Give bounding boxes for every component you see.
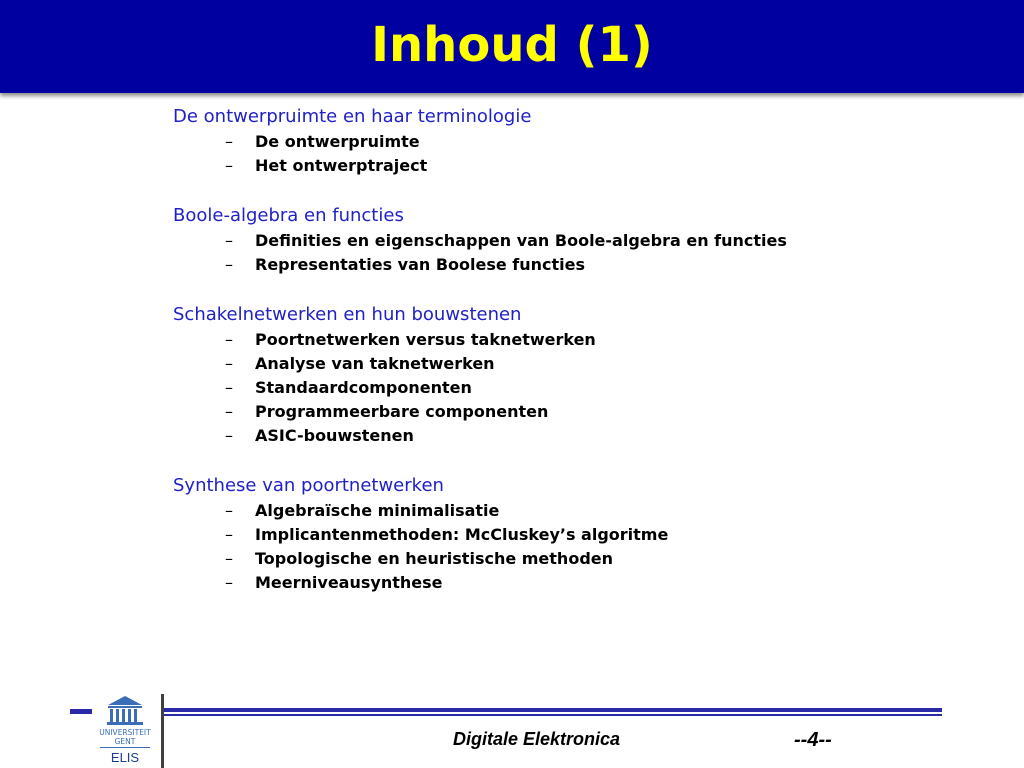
list-item <box>173 154 993 178</box>
list-item <box>173 523 993 547</box>
logo-gent-text: GENT <box>114 737 136 746</box>
footer-left-line <box>70 709 92 714</box>
section-items <box>173 499 993 595</box>
section-2 <box>173 203 993 277</box>
section-heading: Boole-algebra en functies <box>173 205 404 226</box>
list-item-text: Implicantenmethoden: McCluskey’s algoritme <box>255 525 669 544</box>
list-item <box>173 547 993 571</box>
list-item <box>173 328 993 352</box>
footer-line-thin <box>164 714 942 716</box>
ugent-logo <box>92 694 158 766</box>
section-items <box>173 130 993 178</box>
section-heading: Synthese van poortnetwerken <box>173 475 444 496</box>
building-icon <box>107 696 143 725</box>
logo-divider <box>100 747 150 748</box>
section-4 <box>173 473 993 595</box>
list-item <box>173 352 993 376</box>
list-item <box>173 229 993 253</box>
list-item-text: Programmeerbare componenten <box>255 402 549 421</box>
dash-bullet-icon: – <box>225 330 233 349</box>
list-item <box>173 130 993 154</box>
dash-bullet-icon: – <box>225 426 233 445</box>
list-item <box>173 376 993 400</box>
list-item <box>173 499 993 523</box>
list-item-text: Representaties van Boolese functies <box>255 255 586 274</box>
section-3 <box>173 302 993 448</box>
footer-line-thick <box>164 708 942 712</box>
footer-page-number: --4-- <box>794 729 832 751</box>
dash-bullet-icon: – <box>225 402 233 421</box>
list-item-text: ASIC-bouwstenen <box>255 426 414 445</box>
list-item-text: Algebraïsche minimalisatie <box>255 501 500 520</box>
list-item-text: Definities en eigenschappen van Boole-algebra en functies <box>255 231 787 250</box>
section-heading: De ontwerpruimte en haar terminologie <box>173 106 532 127</box>
section-items <box>173 229 993 277</box>
list-item-text: De ontwerpruimte <box>255 132 420 151</box>
list-item <box>173 253 993 277</box>
dash-bullet-icon: – <box>225 525 233 544</box>
list-item-text: Topologische en heuristische methoden <box>255 549 614 568</box>
section-items <box>173 328 993 448</box>
dash-bullet-icon: – <box>225 573 233 592</box>
dash-bullet-icon: – <box>225 255 233 274</box>
dash-bullet-icon: – <box>225 354 233 373</box>
list-item-text: Standaardcomponenten <box>255 378 472 397</box>
slide-content <box>173 104 993 620</box>
list-item <box>173 571 993 595</box>
dash-bullet-icon: – <box>225 156 233 175</box>
section-1 <box>173 104 993 178</box>
slide-title: Inhoud (1) <box>371 17 653 73</box>
dash-bullet-icon: – <box>225 378 233 397</box>
section-heading: Schakelnetwerken en hun bouwstenen <box>173 304 522 325</box>
dash-bullet-icon: – <box>225 132 233 151</box>
logo-university-text: UNIVERSITEIT <box>99 728 151 737</box>
list-item <box>173 400 993 424</box>
footer-vertical-line <box>161 694 164 768</box>
list-item <box>173 424 993 448</box>
footer-course-title: Digitale Elektronica <box>453 729 621 749</box>
list-item-text: Analyse van taknetwerken <box>255 354 495 373</box>
dash-bullet-icon: – <box>225 501 233 520</box>
dash-bullet-icon: – <box>225 549 233 568</box>
list-item-text: Het ontwerptraject <box>255 156 428 175</box>
logo-elis-text: ELIS <box>110 750 140 765</box>
list-item-text: Poortnetwerken versus taknetwerken <box>255 330 596 349</box>
dash-bullet-icon: – <box>225 231 233 250</box>
list-item-text: Meerniveausynthese <box>255 573 443 592</box>
